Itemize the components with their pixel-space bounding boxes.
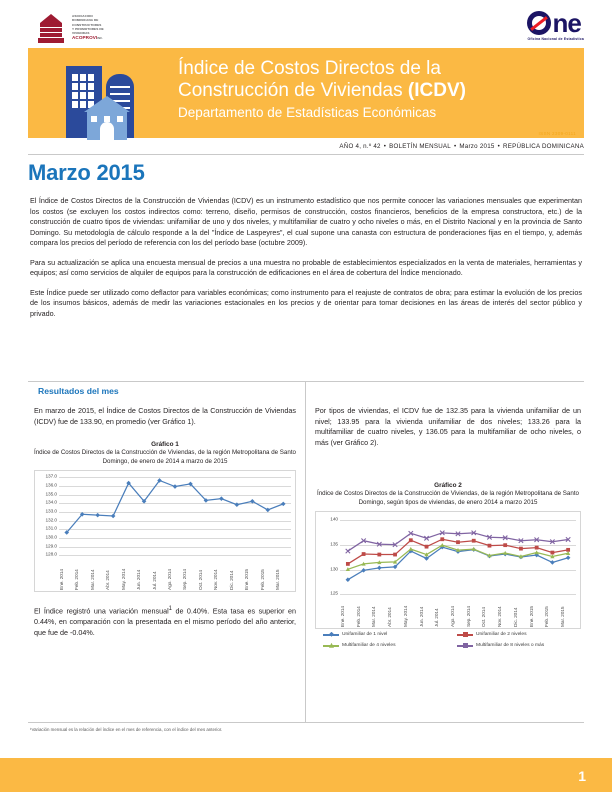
x-axis-tick-label: Abr. 2014 (106, 570, 112, 591)
chart1-plot-area (34, 470, 296, 592)
x-axis-tick-label: Jul. 2014 (152, 571, 158, 591)
footer-bar (0, 758, 612, 792)
issn-label: ISSN 2309-0111 (538, 131, 576, 136)
x-axis-tick-label: Oct. 2014 (482, 607, 488, 628)
results-left-paragraph-2: El Índice registró una variación mensual$^1$ de 0.40%. Esta tasa es superior en 0.44%, en comparación con la presentada en el mismo período del año anterior, que fue de -0.04%. (34, 606, 296, 637)
x-axis-tick-label: Jul. 2014 (435, 608, 441, 628)
chart2-subtitle: Índice de Costos Directos de la Construcción de Viviendas, de la región Metropolitana de Santo Domingo, según tipos de viviendas, de enero 2014 a marzo 2015 (317, 490, 579, 506)
intro-paragraph-3: Este Índice puede ser utilizado como deflactor para variables económicas; como instrumento para el reajuste de contratos de obra; para estimar la evolución de los precios de los insumos básicos, además de medir las variaciones estacionales en los precios y de orientar para tomar decisiones en las áreas de interés del sector público y privado. (30, 287, 582, 318)
y-axis-tick-label: 130 (330, 567, 338, 573)
legend-label: Unifamiliar de 1 nivel (342, 632, 388, 638)
acoprovi-line-3: CONSTRUCTORES (72, 22, 102, 27)
x-axis-tick-label: May. 2014 (121, 569, 127, 591)
footnote: ¹Variación mensual es la relación del índice en el mes de referencia, con el índice del mes anterior. (30, 727, 223, 732)
x-axis-labels (340, 594, 576, 628)
chart2-legend (315, 632, 581, 654)
byline-year: AÑO 4, n.º 42 (339, 143, 381, 150)
x-axis-tick-label: Abr. 2014 (388, 607, 394, 628)
x-axis-tick-label: Oct. 2014 (198, 570, 204, 591)
x-axis-tick-label: Feb. 2015 (545, 606, 551, 628)
x-axis-tick-label: Sep. 2014 (466, 606, 472, 628)
x-axis-tick-label: Ene. 2015 (245, 569, 251, 591)
one-logo-subtitle: Oficina Nacional de Estadística (527, 37, 584, 41)
one-circle-icon (527, 11, 551, 35)
one-logo-letters: ne (552, 8, 581, 38)
legend-swatch-icon (323, 645, 339, 647)
divider-top (28, 154, 584, 155)
legend-item (457, 632, 527, 637)
legend-swatch-icon (323, 634, 339, 636)
x-axis-tick-label: Mar. 2014 (372, 606, 378, 628)
chart1-title: Gráfico 1 (151, 441, 179, 448)
legend-label: Multifamiliar de 8 niveles o más (476, 643, 545, 649)
y-axis-tick-label: 137.0 (45, 474, 57, 480)
y-axis-tick-label: 132.0 (45, 518, 57, 524)
x-axis-tick-label: Jun. 2014 (419, 607, 425, 628)
acoprovi-line-2: DOMINICANA DE (72, 18, 99, 23)
x-axis-tick-label: Feb. 2014 (75, 569, 81, 591)
page-number: 1 (578, 768, 586, 784)
x-axis-tick-label: Ago. 2014 (168, 569, 173, 591)
byline: AÑO 4, n.º 42 • BOLETÍN MENSUAL • Marzo 2015 • REPÚBLICA DOMINICANA (339, 143, 584, 150)
acoprovi-line-4: Y PROMOTORES DE (72, 26, 104, 31)
x-axis-tick-label: Dic. 2014 (513, 607, 519, 628)
chart2-caption (315, 482, 581, 507)
chart1-caption (34, 441, 296, 466)
banner-title-line-1: Índice de Costos Directos de la (178, 58, 441, 79)
intro-paragraph-1: El Índice de Costos Directos de la Construcción de Viviendas (ICDV) es un instrumento estadístico que nos permite conocer las variaciones mensuales que experimentan los costos (se excluyen los costos indirectos como: terreno, diseño, permisos de construcción, costos financieros, beneficios de la empresa constructora, etc.) de la construcción de cuatro tipos de viviendas: unifamiliar de uno y dos niveles, y multifamiliar de cuatro y ocho niveles o más, en el Distrito Nacional y en la provincia de Santo Domingo. Su metodología de cálculo responde a la del "Índice de Laspeyres", el cual supone una canasta con estructura de ponderaciones fijas en el tiempo, y, además compara los precios del período de referencia con los del período base (octubre 2009). (30, 196, 582, 247)
title-banner (28, 48, 584, 138)
acoprovi-brand: ACOPROVIINC. (72, 35, 103, 41)
x-axis-tick-label: Mar. 2015 (561, 606, 567, 628)
buildings-illustration-icon (58, 52, 168, 138)
right-column (315, 406, 581, 654)
acoprovi-building-icon (38, 13, 68, 43)
legend-item (457, 643, 544, 648)
chart2-title: Gráfico 2 (434, 482, 462, 489)
x-axis-tick-label: Dic. 2014 (229, 570, 235, 591)
x-axis-tick-label: Feb. 2015 (260, 569, 266, 591)
divider-results (28, 381, 584, 382)
left-column (34, 406, 296, 646)
one-logo-wordmark (527, 10, 584, 36)
intro-paragraph-2: Para su actualización se aplica una encuesta mensual de precios a una muestra no probable de establecimientos especializados en la venta de materiales, herramientas y equipos; así como servicios de alquiler de equipos para la construcción de edificaciones en el área de cobertura del Índice mencionado. (30, 257, 582, 277)
x-axis-tick-label: Feb. 2014 (356, 606, 362, 628)
x-axis-tick-label: Jun. 2014 (137, 570, 143, 591)
x-axis-tick-label: Mar. 2014 (90, 569, 96, 591)
chart-grafico2 (315, 482, 581, 654)
section-heading-results: Resultados del mes (38, 386, 119, 396)
x-axis-tick-label: Mar. 2015 (276, 569, 282, 591)
results-left-paragraph-1: En marzo de 2015, el Índice de Costos Directos de la Construcción de Viviendas (ICDV) fue de 133.90, en promedio (ver Gráfico 1). (34, 406, 296, 426)
y-axis-tick-label: 135.0 (45, 492, 57, 498)
x-axis-tick-label: Nov. 2014 (498, 606, 504, 628)
y-axis-tick-label: 125 (330, 591, 338, 597)
x-axis-tick-label: Nov. 2014 (214, 569, 220, 591)
legend-swatch-icon (457, 645, 473, 647)
x-axis-tick-label: Sep. 2014 (183, 569, 189, 591)
y-axis-tick-label: 135 (330, 542, 338, 548)
legend-swatch-icon (457, 634, 473, 636)
legend-item (323, 632, 387, 637)
legend-item (323, 643, 396, 648)
legend-label: Unifamiliar de 2 niveles (476, 632, 527, 638)
banner-title-line-2: Construcción de Viviendas (ICDV) (178, 80, 466, 101)
x-axis-tick-label: Ene. 2014 (59, 569, 65, 591)
intro-text (30, 196, 582, 328)
banner-title-block (178, 58, 578, 122)
one-logo (527, 10, 584, 41)
y-axis-tick-label: 134.0 (45, 500, 57, 506)
x-axis-tick-label: Ene. 2014 (340, 606, 346, 628)
y-axis-tick-label: 130.0 (45, 535, 57, 541)
acoprovi-logo (38, 12, 150, 44)
acoprovi-line-1: ASOCIACION (72, 14, 93, 19)
divider-bottom (28, 722, 584, 723)
byline-country: REPÚBLICA DOMINICANA (503, 143, 584, 150)
y-axis-tick-label: 140 (330, 517, 338, 523)
series-markers (64, 478, 285, 535)
x-axis-tick-label: Ago. 2014 (451, 606, 456, 628)
x-axis-tick-label: Ene. 2015 (529, 606, 535, 628)
y-axis-tick-label: 129.0 (45, 544, 57, 550)
chart-grafico1 (34, 441, 296, 592)
y-axis-tick-label: 128.0 (45, 552, 57, 558)
byline-bulletin: BOLETÍN MENSUAL (389, 143, 451, 150)
y-axis-tick-label: 133.0 (45, 509, 57, 515)
acoprovi-logo-text (72, 14, 104, 41)
banner-subtitle: Departamento de Estadísticas Económicas (178, 105, 437, 120)
chart2-plot-area (315, 511, 581, 629)
chart1-subtitle: Índice de Costos Directos de la Construcción de Viviendas, de la región Metropolitana de Santo Domingo, de enero de 2014 a marzo de 2015 (34, 449, 296, 465)
results-right-paragraph-1: Por tipos de viviendas, el ICDV fue de 132.35 para la vivienda unifamiliar de un nivel; 133.95 para la vivienda unifamiliar de dos niveles; 133.26 para la multifamiliar de cuatro niveles, y 136.05 para la multifamiliar de ocho niveles, o más (ver Gráfico 2). (315, 406, 581, 447)
acoprovi-line-5: VIVIENDAS (72, 31, 90, 36)
byline-date: Marzo 2015 (459, 143, 495, 150)
y-axis-tick-label: 136.0 (45, 483, 57, 489)
column-divider (305, 382, 306, 722)
x-axis-labels (59, 555, 291, 591)
logo-strip (0, 0, 612, 52)
x-axis-tick-label: May. 2014 (403, 606, 409, 628)
legend-label: Multifamiliar de 4 niveles (342, 643, 396, 649)
y-axis-tick-label: 131.0 (45, 526, 57, 532)
page-title: Marzo 2015 (28, 160, 145, 185)
